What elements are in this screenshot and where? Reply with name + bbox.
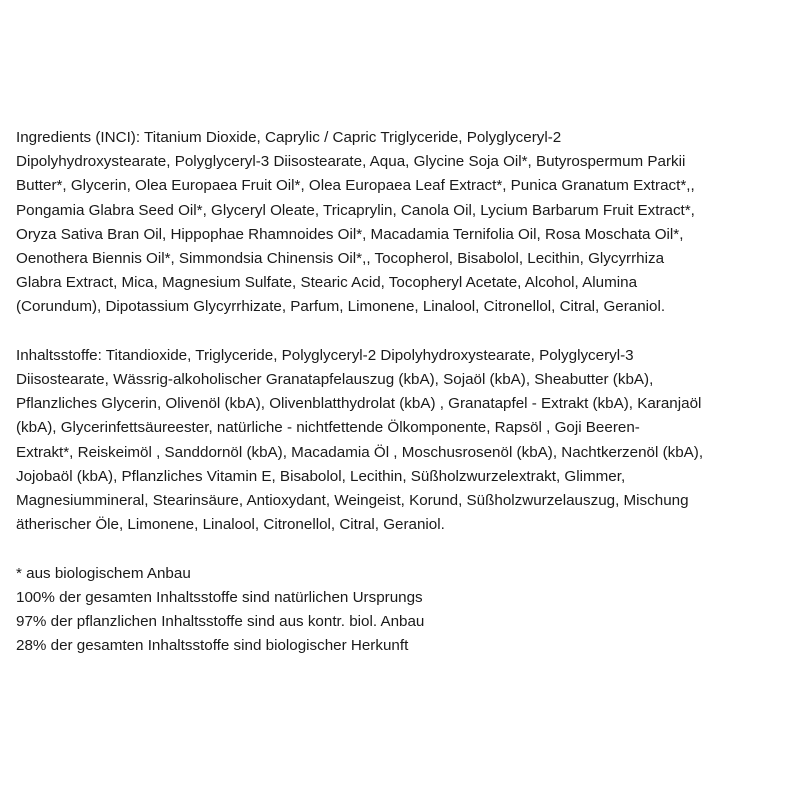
paragraph-spacer [16, 537, 788, 561]
inci-line: (Corundum), Dipotassium Glycyrrhizate, Parfum, Limonene, Linalool, Citronellol, Citral, Geraniol. [16, 298, 666, 316]
inhaltsstoffe-line: Jojobaöl (kbA), Pflanzliches Vitamin E, Bisabolol, Lecithin, Süßholzwurzelextrakt, Glimmer, [16, 467, 626, 485]
inhaltsstoffe-line: Inhaltsstoffe: Titandioxide, Triglyceride, Polyglyceryl-2 Dipolyhydroxystearate, Polyglyceryl-3 [16, 346, 634, 364]
inci-line: Glabra Extract, Mica, Magnesium Sulfate, Stearic Acid, Tocopheryl Acetate, Alcohol, Alumina [16, 274, 638, 292]
notes-paragraph [16, 562, 788, 659]
ingredients-document [16, 126, 788, 658]
inhaltsstoffe-line: Extrakt*, Reiskeimöl , Sanddornöl (kbA), Macadamia Öl , Moschusrosenöl (kbA), Nachtkerzenöl (kbA), [16, 443, 704, 461]
inci-paragraph [16, 126, 788, 320]
inci-line: Butter*, Glycerin, Olea Europaea Fruit Oil*, Olea Europaea Leaf Extract*, Punica Granatum Extract*,, [16, 177, 695, 195]
inhaltsstoffe-line: ätherischer Öle, Limonene, Linalool, Citronellol, Citral, Geraniol. [16, 516, 445, 534]
plant-organic-note: 97% der pflanzlichen Inhaltsstoffe sind aus kontr. biol. Anbau [16, 613, 425, 631]
inhaltsstoffe-line: Pflanzliches Glycerin, Olivenöl (kbA), Olivenblatthydrolat (kbA) , Granatapfel - Extrakt (kbA), Karanjaöl [16, 395, 702, 413]
natural-origin-note: 100% der gesamten Inhaltsstoffe sind natürlichen Ursprungs [16, 588, 423, 606]
organic-origin-note: 28% der gesamten Inhaltsstoffe sind biologischer Herkunft [16, 637, 409, 655]
inhaltsstoffe-line: Diisostearate, Wässrig-alkoholischer Granatapfelauszug (kbA), Sojaöl (kbA), Sheabutter (kbA), [16, 371, 654, 389]
organic-footnote: * aus biologischem Anbau [16, 564, 191, 582]
inci-line: Ingredients (INCI): Titanium Dioxide, Caprylic / Capric Triglyceride, Polyglyceryl-2 [16, 129, 562, 146]
inhaltsstoffe-line: (kbA), Glycerinfettsäureester, natürliche - nichtfettende Ölkomponente, Rapsöl , Goji Beeren- [16, 419, 640, 437]
paragraph-spacer [16, 320, 788, 344]
inci-line: Oryza Sativa Bran Oil, Hippophae Rhamnoides Oil*, Macadamia Ternifolia Oil, Rosa Moschata Oil*, [16, 225, 684, 243]
inci-line: Pongamia Glabra Seed Oil*, Glyceryl Oleate, Tricaprylin, Canola Oil, Lycium Barbarum Fruit Extract*, [16, 201, 695, 219]
inhaltsstoffe-line: Magnesiummineral, Stearinsäure, Antioxydant, Weingeist, Korund, Süßholzwurzelauszug, Mischung [16, 492, 689, 510]
inci-line: Oenothera Biennis Oil*, Simmondsia Chinensis Oil*,, Tocopherol, Bisabolol, Lecithin, Glycyrrhiza [16, 250, 665, 268]
inhaltsstoffe-paragraph [16, 344, 788, 538]
inci-line: Dipolyhydroxystearate, Polyglyceryl-3 Diisostearate, Aqua, Glycine Soja Oil*, Butyrospermum Parkii [16, 153, 686, 171]
